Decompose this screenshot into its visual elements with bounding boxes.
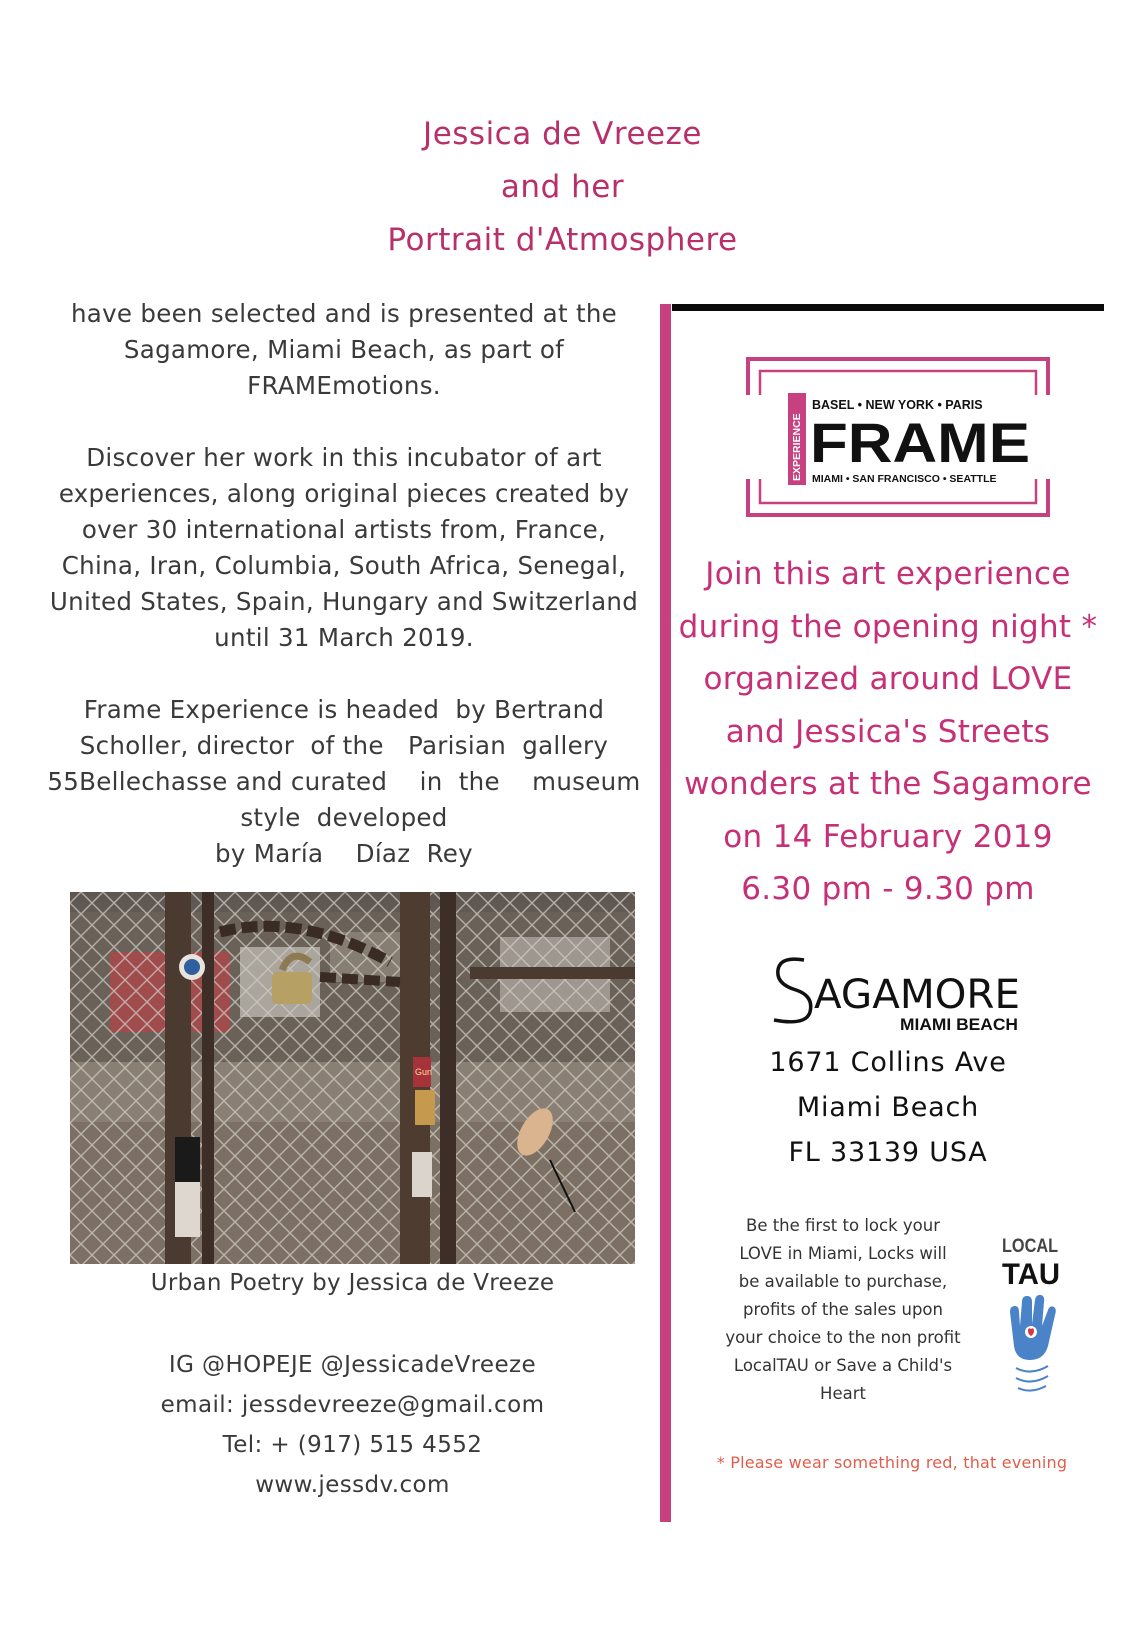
intro-line: experiences, along original pieces created by [58,479,630,508]
frame-logo-bottom: MIAMI • SAN FRANCISCO • SEATTLE [812,473,997,485]
frame-logo-side: EXPERIENCE [791,413,803,481]
address-line: FL 33139 USA [788,1137,988,1168]
title-line-1: Jessica de Vreeze [423,116,702,152]
frame-logo-top: BASEL • NEW YORK • PARIS [812,398,983,412]
sagamore-logo [770,948,1040,1038]
intro-line: Sagamore, Miami Beach, as part of [123,335,565,364]
announcement-line: wonders at the Sagamore [684,766,1092,802]
announcement-line: 6.30 pm - 9.30 pm [741,871,1035,907]
lock-love-note [718,1212,968,1408]
vertical-rule [660,304,671,1522]
intro-line: by María Díaz Rey [215,839,473,868]
instagram-handles[interactable]: IG @HOPEJE @JessicadeVreeze [168,1352,537,1378]
note-line: be available to purchase, [738,1272,948,1291]
email-address[interactable]: email: jessdevreeze@gmail.com [160,1392,545,1418]
intro-line: FRAMEmotions. [247,371,441,400]
note-line: LOVE in Miami, Locks will [739,1244,947,1263]
localtau-line1: LOCAL [1002,1236,1059,1257]
localtau-line2: TAU [1002,1258,1060,1291]
note-line: LocalTAU or Save a Child's [733,1356,953,1375]
intro-line: have been selected and is presented at the [70,299,618,328]
photo-caption: Urban Poetry by Jessica de Vreeze [150,1270,555,1296]
intro-line: Discover her work in this incubator of art [86,443,602,472]
intro-line: over 30 international artists from, France, [81,515,607,544]
announcement-line: and Jessica's Streets [725,713,1051,750]
intro-text [42,296,646,872]
announcement-line: organized around LOVE [703,661,1073,697]
title-line-2: and her [500,169,625,205]
announcement-line: Join this art experience [705,556,1071,592]
localtau-logo [998,1228,1068,1398]
title-line-3: Portrait d'Atmosphere [387,222,738,258]
sticker-text: Gun [415,1067,433,1077]
intro-line: style developed [240,803,448,832]
note-line: your choice to the non profit [725,1328,961,1347]
save-a-childs-heart-hand-icon [1010,1295,1056,1391]
intro-line: Frame Experience is headed by Bertrand [83,695,605,724]
note-line: profits of the sales upon [743,1300,943,1319]
venue-address [672,1040,1104,1175]
intro-line: China, Iran, Columbia, South Africa, Senegal, [61,551,627,580]
intro-line: 55Bellechasse and curated in the museum [47,767,641,796]
frame-logo-word: FRAME [810,411,1030,474]
announcement-line: on 14 February 2019 [723,818,1053,855]
sagamore-subtitle: MIAMI BEACH [900,1015,1018,1034]
intro-line: Scholler, director of the Parisian gallery [79,731,609,760]
intro-line: United States, Spain, Hungary and Switzerland [49,587,639,616]
dress-code-note: * Please wear something red, that evening [716,1453,1068,1472]
note-line: Heart [820,1384,866,1403]
address-line: 1671 Collins Ave [769,1047,1007,1078]
contact-block [70,1345,635,1505]
note-line: Be the first to lock your [746,1216,940,1235]
page-title [0,108,1125,267]
sagamore-wordmark: AGAMORE [814,972,1020,1018]
urban-poetry-photo [70,892,635,1264]
intro-line: until 31 March 2019. [214,623,474,652]
frame-experience-logo [746,357,1050,517]
announcement-line: during the opening night * [678,608,1098,645]
event-announcement [672,548,1104,916]
phone-number[interactable]: Tel: + (917) 515 4552 [222,1432,483,1458]
website-link[interactable]: www.jessdv.com [255,1472,450,1498]
top-rule [672,304,1104,311]
address-line: Miami Beach [796,1092,980,1123]
